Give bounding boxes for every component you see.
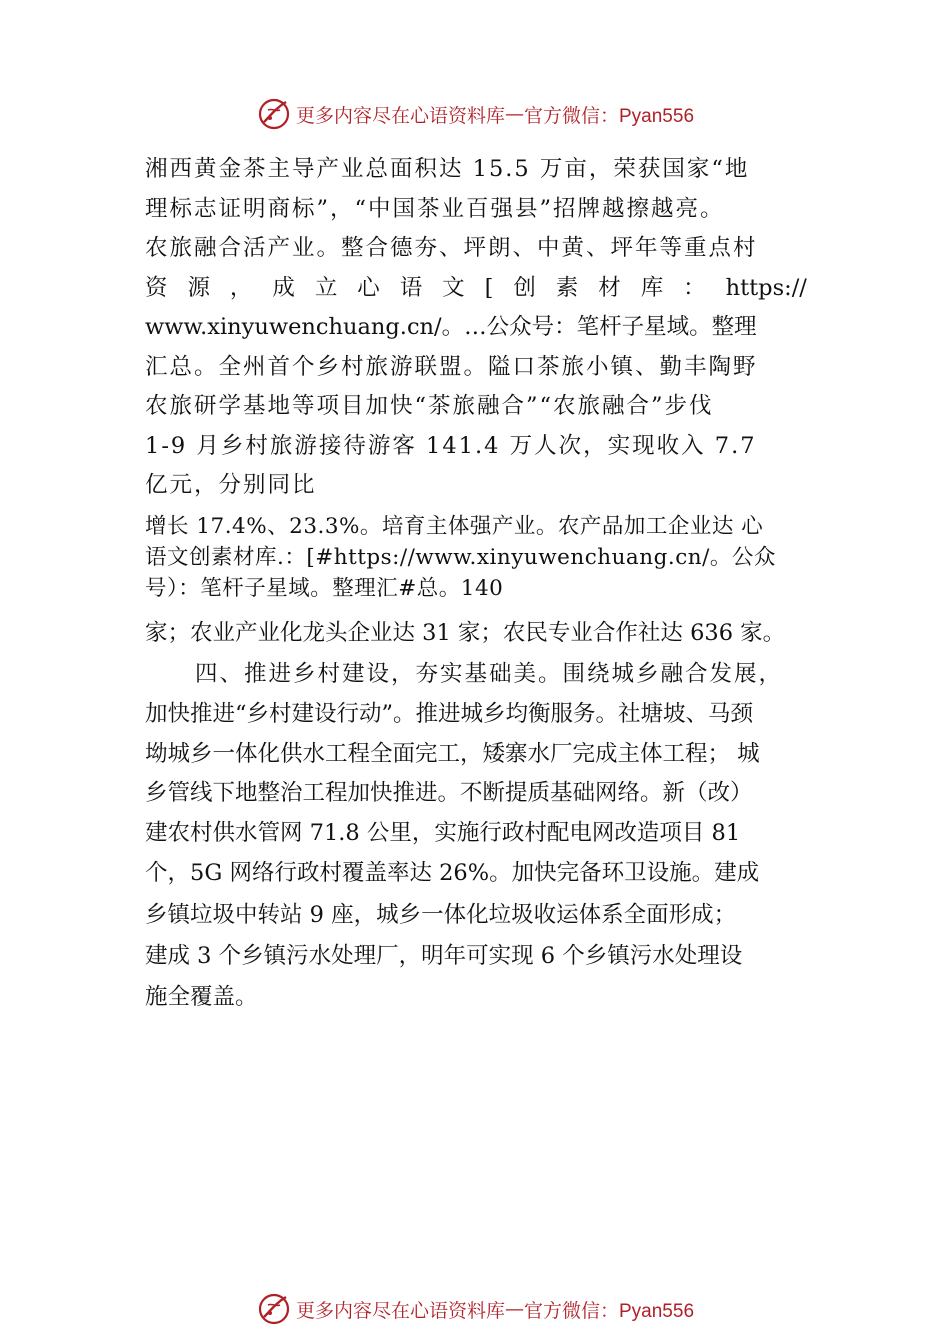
body-line-12: 号）：笔杆子星域。整理汇#总。140 [145, 576, 504, 601]
spread-char: 心 [357, 275, 380, 301]
spread-char: [ [484, 275, 494, 301]
spread-char: ， [229, 275, 253, 301]
body-line-11: 语文创素材库.：[#https://www.xinyuwenchuang.cn/。公众 [145, 545, 776, 570]
body-line-4 [145, 274, 807, 302]
spread-char: 材 [598, 275, 621, 301]
footer-brand-text: 更多内容尽在心语资料库 [295, 1299, 505, 1322]
body-line-21: 建成 3 个乡镇污水处理厂，明年可实现 6 个乡镇污水处理设 [145, 943, 743, 969]
spread-char: 成 [272, 275, 295, 301]
body-line-3: 农旅融合活产业。整合德夯、坪朗、中黄、坪年等重点村 [145, 235, 758, 261]
spread-char: 素 [555, 275, 579, 301]
body-line-15: 加快推进“乡村建设行动”。推进城乡均衡服务。社塘坡、马颈 [145, 701, 754, 727]
spread-char: 库 [640, 275, 664, 301]
body-line-10: 增长 17.4%、23.3%。培育主体强产业。农产品加工企业达 心 [145, 514, 764, 539]
footer-wechat: 官方微信：Pyan556 [524, 1300, 695, 1322]
spread-char: 资 [145, 275, 168, 301]
spread-char: ： [683, 275, 706, 301]
brand-logo-icon [256, 1291, 292, 1327]
footer-dash: — [505, 1298, 524, 1320]
spread-char: 立 [314, 275, 338, 301]
body-line-8: 1-9 月乡村旅游接待游客 141.4 万人次，实现收入 7.7 [145, 433, 757, 459]
brand-logo-icon [256, 96, 292, 132]
spread-char: 源 [187, 275, 210, 301]
body-line-16: 坳城乡一体化供水工程全面完工，矮寨水厂完成主体工程； 城 [145, 741, 760, 767]
header-wechat: 官方微信：Pyan556 [524, 105, 695, 127]
spread-char: https:// [725, 275, 807, 301]
body-line-1: 湘西黄金茶主导产业总面积达 15.5 万亩，荣获国家“地 [145, 156, 750, 182]
body-line-22: 施全覆盖。 [145, 984, 258, 1010]
body-line-17: 乡管线下地整治工程加快推进。不断提质基础网络。新（改） [145, 780, 753, 806]
body-line-9: 亿元，分别同比 [145, 472, 317, 498]
body-line-7: 农旅研学基地等项目加快“茶旅融合”“农旅融合”步伐 [145, 393, 714, 419]
spread-char: 文 [442, 275, 465, 301]
body-line-14: 四、推进乡村建设，夯实基础美。围绕城乡融合发展， [195, 661, 784, 687]
footer-banner [0, 1287, 950, 1331]
header-dash: — [505, 103, 524, 125]
body-line-13: 家；农业产业化龙头企业达 31 家；农民专业合作社达 636 家。 [145, 620, 786, 646]
body-line-19: 个，5G 网络行政村覆盖率达 26%。加快完备环卫设施。建成 [145, 860, 760, 886]
spread-char: 创 [513, 275, 536, 301]
header-brand-text: 更多内容尽在心语资料库 [295, 104, 505, 127]
spread-char: 语 [399, 275, 423, 301]
header-banner [0, 92, 950, 136]
body-line-20: 乡镇垃圾中转站 9 座，城乡一体化垃圾收运体系全面形成； [145, 902, 737, 928]
body-line-6: 汇总。全州首个乡村旅游联盟。隘口茶旅小镇、勤丰陶野 [145, 354, 758, 380]
body-line-2: 理标志证明商标”，“中国茶业百强县”招牌越擦越亮。 [145, 196, 725, 222]
body-line-18: 建农村供水管网 71.8 公里，实施行政村配电网改造项目 81 [145, 820, 741, 846]
body-line-5: www.xinyuwenchuang.cn/。…公众号：笔杆子星域。整理 [145, 314, 757, 340]
